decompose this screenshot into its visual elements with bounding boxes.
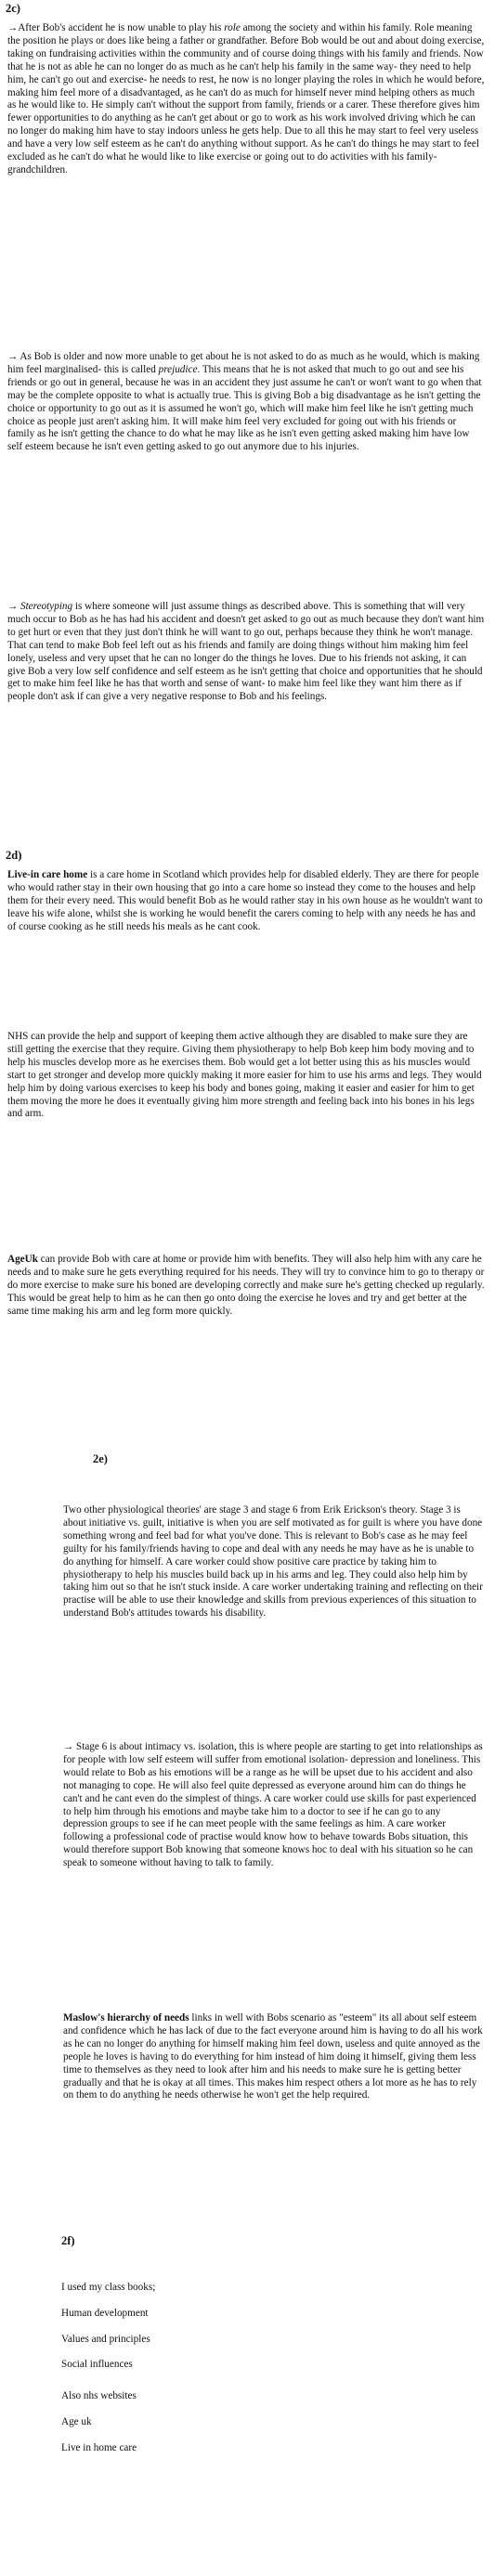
paragraph-ageuk: AgeUk can provide Bob with care at home or provide him with benefits. They will also help him with any care he needs and to make sure he gets everything required for his needs. They will try to convince him to go to therapy or do more exercise to make sure his boned are developing correctly and make sure he's getting checked up regularly. This would be great help to him as he can then go onto doing the exercise he loves and try and get better at the same time making his arm and leg form more quickly. — [7, 1254, 485, 1317]
term-role: role — [224, 22, 241, 33]
paragraph-erikson-stage6: → Stage 6 is about intimacy vs. isolation, this is where people are starting to get into relationships as for people with low self esteem will suffer from emotional isolation- depression and loneliness. This would relate to Bob as his emotions will be a range as he will be upset due to his accident and also not managing to cope. He will also feel quite depressed as everyone around him can do things he can't and he cant even do the simplest of things. A care worker could use skills for past experienced to help him through his emotions and maybe take him to a doctor to see if he can go to any depression groups to see if he can meet people with the same feelings as him. A care worker following a professional code of practise would know how to behave towards Bobs situation, this would therefore support Bob knowing that someone knows hoc to deal with his situation so he can speak to someone without having to talk to family. — [63, 1741, 483, 1869]
label-ageuk: AgeUk — [7, 1254, 38, 1265]
source-book: Human development — [61, 2307, 149, 2319]
section-2d-heading: 2d) — [6, 849, 22, 862]
paragraph-live-in-care: Live-in care home is a care home in Scotland which provides help for disabled elderly. They are there for people who would rather stay in their own housing that go into a care home so instead they come to the houses and help them for their every need. This would benefit Bob as he would rather stay in his own house as he wouldn't want to leave his wife alone, whilst she is working he would benefit the carers coming to help with any needs he has and of course cooking as he still needs his meals as he cant cook. — [7, 869, 483, 932]
term-prejudice: prejudice — [158, 363, 198, 375]
paragraph-prejudice: → As Bob is older and now more unable to get about he is not asked to do as much as he would, which is making him feel marginalised- this is called prejudice. This means that he is not asked that much to go out and see his friends or go out in general, because he was in an accident they just assume he can't or won't want to go when that may be the complete opposite to what is actually true. This is giving Bob a big disadvantage as he isn't getting the choice or opportunity to go out as it is assumed he won't go, which will make him feel like he isn't getting much choice as people just aren't asking him. It will make him feel very excluded for going out with his friends or family as he isn't getting the chance to do what he may like as he isn't even getting asked making him have low self esteem because he isn't even getting asked to go out anymore due to his injuries. — [7, 351, 482, 453]
section-2c-heading: 2c) — [6, 2, 20, 15]
paragraph-role: →After Bob's accident he is now unable to play his role among the society and within his family. Role meaning the position he plays or does like being a father or grandfather. Before Bob would be out and about doing exercise, taking on fundraising activities within the community and of course doing things with his family and friends. Now that he is not as able he can no longer do as much as he can't help his family in the same way- they need to help him, he can't go out and exercise- he needs to rest, he now is no longer playing the roles in which he would before, making him feel more of a disadvantaged, as he can't do as much for himself never mind helping others as much as he would like to. He simply can't without the support from family, friends or a carer. These therefore gives him fewer opportunities to do anything as he can't get about or go to work as his work involved driving which he can no longer do making him have to stay indoors unless he gets help. Due to all this he may start to feel very useless and have a very low self esteem as he can't do anything without support. As he can't do things he may start to feel excluded as he can't do what he would like to like exercise or going out to do activities with his family- grandchildren. — [7, 22, 485, 176]
section-2e-heading: 2e) — [93, 1452, 108, 1465]
source-book: Values and principles — [61, 2333, 150, 2345]
sources-websites-intro: Also nhs websites — [61, 2390, 137, 2402]
sources-intro: I used my class books; — [61, 2281, 156, 2293]
source-book: Social influences — [61, 2359, 133, 2371]
paragraph-erikson-stage3: Two other physiological theories' are stage 3 and stage 6 from Erik Erickson's theory. Stage 3 is about initiative vs. guilt, initiative is when you are self motivated as for guilt is where you have done something wrong and feel bad for what you've done. This is relevant to Bob's case as he may feel guilty for his family/friends having to cope and deal with any needs he may have as he is unable to do anything for himself. A care worker could show positive care practice by taking him to physiotherapy to help his muscles build back up in his arms and leg. They could also help him by taking him out so that he isn't stuck inside. A care worker undertaking training and reflecting on their practise will be able to use their knowledge and skills from previous experiences of this situation to understand Bob's attitudes towards his disability. — [63, 1504, 483, 1620]
sources-list — [61, 2269, 470, 2468]
paragraph-maslow: Maslow's hierarchy of needs links in well with Bobs scenario as "esteem" its all about self esteem and confidence which he has lack of due to the fact everyone around him is having to do all his work as he can no longer do anything for himself making him feel down, useless and quite annoyed as the people he loves is having to do everything for him instead of him doing it himself, giving them less time to themselves as they need to look after him and his needs to make sure he is getting better gradually and that he is okay at all times. This makes him respect others a lot more as he has to rely on them to do anything he needs otherwise he won't get the help required. — [63, 2012, 483, 2101]
label-maslow: Maslow's hierarchy of needs — [63, 2012, 189, 2023]
section-2f-heading: 2f) — [61, 2234, 75, 2247]
source-website: Age uk — [61, 2415, 92, 2427]
paragraph-nhs: NHS can provide the help and support of keeping them active although they are disabled to make sure they are still getting the exercise that they require. Giving them physiotherapy to help Bob keep him body moving and to help his muscles develop more as he exercises them. Bob would get a lot better using this as his muscles would start to get stronger and develop more quickly making it more easier for him to use his arms and legs. They would help him by doing various exercises to keep his body and bones going, making it easier and easier for him to get them moving the more he does it eventually giving him more strength and feeling back into his bones in his legs and arm. — [7, 1031, 482, 1120]
source-website: Live in home care — [61, 2441, 137, 2453]
paragraph-stereotyping: → Stereotyping is where someone will just assume things as described above. This is something that will very much occur to Bob as he has had his accident and doesn't get asked to go out as much because they don't want him to get hurt or even that they just don't think he will want to go out, perhaps because they think he won't manage. That can tend to make Bob feel left out as his friends and family are doing things without him making him feel lonely, useless and very upset that he can no longer do the things he loves. Due to his friends not asking, it can give Bob a very low self confidence and self esteem as he isn't getting that choice and opportunities that he should get to make him feel like he has that worth and sense of want- to make him feel like they want him there as if people don't ask if can give a very negative response to Bob and his feelings. — [7, 601, 485, 703]
term-stereotyping: Stereotyping — [20, 601, 73, 612]
label-live-in-care: Live-in care home — [7, 869, 88, 880]
